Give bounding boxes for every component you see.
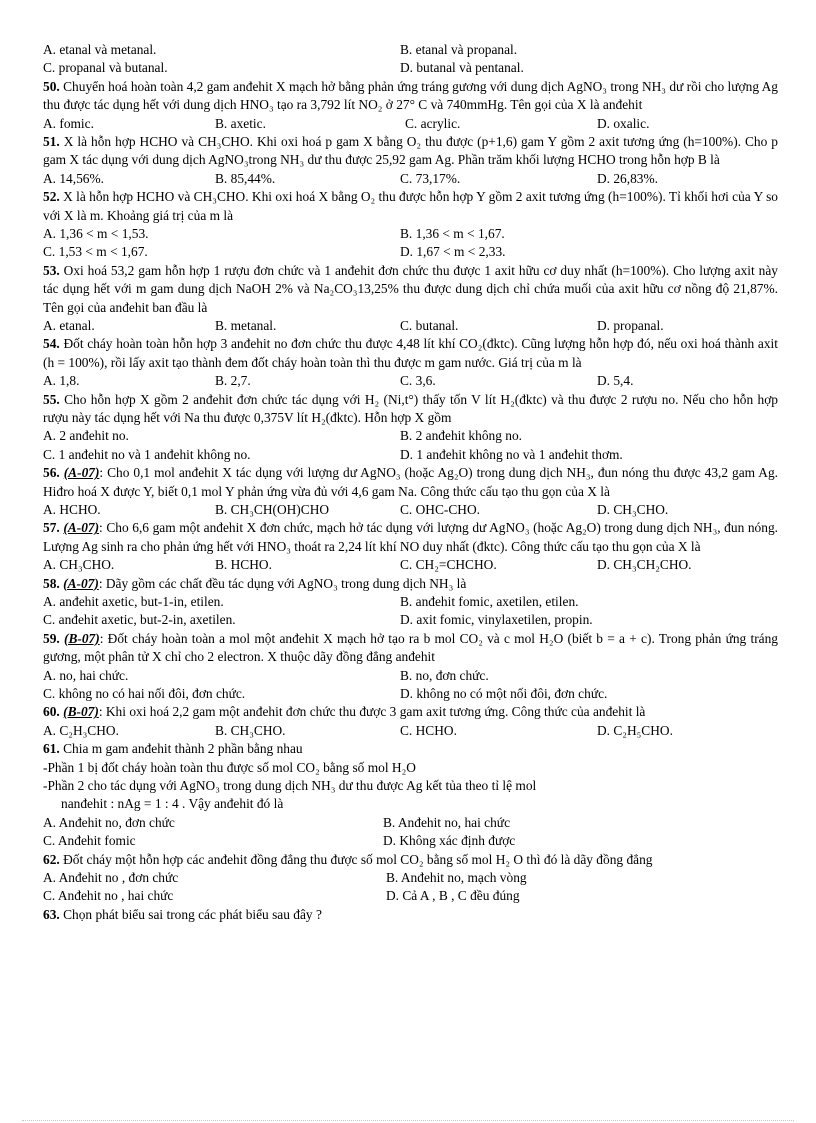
option-b: B. 1,36 < m < 1,67. bbox=[400, 226, 505, 241]
option-row bbox=[43, 593, 778, 611]
option-b: B. 2,7. bbox=[215, 373, 251, 389]
option-a: A. HCHO. bbox=[43, 502, 101, 517]
option-row bbox=[43, 427, 778, 445]
option-row bbox=[43, 869, 778, 887]
exam-tag: (B-07) bbox=[64, 630, 100, 646]
option-b: B. Anđehit no, hai chức bbox=[383, 814, 511, 830]
question-number: 54. bbox=[43, 336, 60, 352]
option-c: C. 3,6. bbox=[400, 373, 436, 389]
option-d: D. 1 anđehit không no và 1 anđehit thơm. bbox=[400, 446, 623, 462]
option-row bbox=[43, 225, 778, 243]
question-60 bbox=[43, 703, 778, 721]
option-row bbox=[43, 611, 778, 629]
option-b: B. CH₃CHO. bbox=[215, 722, 286, 738]
option-row bbox=[43, 667, 778, 685]
option-d: D. propanal. bbox=[597, 318, 664, 333]
option-c: C. anđehit axetic, but-2-in, axetilen. bbox=[43, 612, 236, 628]
option-b: B. axetic. bbox=[215, 115, 266, 131]
question-number: 51. bbox=[43, 133, 60, 149]
option-c: C. không no có hai nối đôi, đơn chức. bbox=[43, 685, 246, 701]
option-a: A. 1,36 < m < 1,53. bbox=[43, 226, 149, 241]
option-row bbox=[43, 814, 778, 832]
option-b: B. 85,44%. bbox=[215, 170, 276, 186]
question-51 bbox=[43, 133, 778, 170]
question-line: nanđehit : nAg = 1 : 4 . Vậy anđehit đó là bbox=[61, 796, 284, 812]
option-a: A. etanal và metanal. bbox=[43, 42, 157, 57]
question-text: Đốt cháy hoàn toàn hỗn hợp 3 anđehit no đơn chức thu được 4,48 lít khí CO₂(đktc). Cũng lượng hỗn hợp đó, nếu oxi hoá thành axit (h = 100%), rồi lấy axit tạo thành đem đốt cháy hoàn toàn thì thu được m gam nước. Giá trị của m là bbox=[43, 336, 778, 370]
option-a: A. 1,8. bbox=[43, 373, 80, 389]
option-a: A. no, hai chức. bbox=[43, 667, 129, 683]
question-text: Đốt cháy một hỗn hợp các anđehit đồng đẳng thu được số mol CO₂ bằng số mol H₂ O thì đó là dãy đồng đẳng bbox=[63, 851, 653, 867]
option-d: D. C₂H₅CHO. bbox=[597, 722, 673, 738]
question-number: 56. bbox=[43, 465, 60, 481]
question-59 bbox=[43, 630, 778, 667]
option-c: C. 1,53 < m < 1,67. bbox=[43, 244, 148, 260]
option-row bbox=[43, 887, 778, 905]
option-c: C. Anđehit fomic bbox=[43, 833, 136, 849]
option-b: B. no, đơn chức. bbox=[400, 667, 489, 683]
option-row bbox=[43, 317, 778, 335]
question-52 bbox=[43, 188, 778, 225]
option-row bbox=[43, 446, 778, 464]
option-row bbox=[43, 170, 778, 188]
option-c: C. HCHO. bbox=[400, 722, 457, 738]
option-c: C. OHC-CHO. bbox=[400, 502, 480, 517]
option-b: B. CH₃CH(OH)CHO bbox=[215, 502, 330, 517]
option-c: C. acrylic. bbox=[405, 115, 461, 131]
exam-tag: (A-07) bbox=[63, 465, 100, 481]
question-text: : Cho 0,1 mol anđehit X tác dụng với lượng dư AgNO₃ (hoặc Ag₂O) trong dung dịch NH₃, đun nóng thu được 43,2 gam Ag. Hiđro hoá X được Y, biết 0,1 mol Y phản ứng vừa đủ với 4,6 gam Na. Công thức cấu tạo thu gọn của X là bbox=[43, 465, 779, 499]
option-d: D. CH₃CHO. bbox=[597, 502, 669, 517]
question-line: -Phần 1 bị đốt cháy hoàn toàn thu được số mol CO₂ bằng số mol H₂O bbox=[43, 759, 416, 775]
question-63 bbox=[43, 906, 778, 924]
question-text: Chia m gam anđehit thành 2 phần bằng nhau bbox=[63, 741, 303, 757]
question-text: Chuyển hoá hoàn toàn 4,2 gam anđehit X mạch hở bằng phản ứng tráng gương với dung dịch AgNO₃ trong NH₃ dư rồi cho lượng Ag thu được tác dụng hết với dung dịch HNO₃ tạo ra 3,792 lít NO₂ ở 27° C và 740mmHg. Tên gọi của X là anđehit bbox=[43, 78, 778, 113]
option-row bbox=[43, 722, 778, 740]
question-line: -Phần 2 cho tác dụng với AgNO₃ trong dung dịch NH₃ dư thu được Ag kết tủa theo tỉ lệ mol bbox=[43, 777, 537, 793]
question-57 bbox=[43, 519, 778, 556]
question-number: 62. bbox=[43, 851, 60, 867]
question-number: 55. bbox=[43, 391, 60, 407]
option-a: A. C₂H₃CHO. bbox=[43, 722, 119, 738]
question-61 bbox=[43, 740, 778, 758]
option-b: B. anđehit fomic, axetilen, etilen. bbox=[400, 594, 579, 609]
exam-tag: (B-07) bbox=[63, 704, 99, 720]
question-text: : Khi oxi hoá 2,2 gam một anđehit đơn chức thu được 3 gam axit tương ứng. Công thức của anđehit là bbox=[98, 704, 646, 720]
option-a: A. 2 anđehit no. bbox=[43, 428, 129, 444]
option-d: D. Cả A , B , C đều đúng bbox=[386, 888, 520, 904]
option-a: A. Anđehit no, đơn chức bbox=[43, 814, 175, 830]
option-a: A. 14,56%. bbox=[43, 170, 104, 186]
question-50 bbox=[43, 78, 778, 115]
question-text: Oxi hoá 53,2 gam hỗn hợp 1 rượu đơn chức và 1 anđehit đơn chức thu được 1 axit hữu cơ duy nhất (h=100%). Cho lượng axit này tác dụng hết với m gam dung dịch NaOH 2% và Na₂CO₃13,25% thu được dung dịch chỉ chứa muối của axit hữu cơ nồng độ 21,87%. Tên gọi của anđehit ban đầu là bbox=[43, 262, 778, 315]
question-number: 50. bbox=[43, 78, 60, 94]
option-row bbox=[43, 41, 778, 59]
option-c: C. butanal. bbox=[400, 318, 459, 333]
option-d: D. 26,83%. bbox=[597, 170, 658, 186]
option-d: D. 1,67 < m < 2,33. bbox=[400, 244, 506, 260]
option-row bbox=[43, 501, 778, 519]
option-d: D. không no có một nối đôi, đơn chức. bbox=[400, 685, 608, 701]
exam-tag: (A-07) bbox=[63, 575, 99, 591]
option-b: B. HCHO. bbox=[215, 557, 272, 573]
question-text: Cho hỗn hợp X gồm 2 anđehit đơn chức tác dụng với H₂ (Ni,t°) thấy tốn V lít H₂(đktc) và thu được 2 rượu no. Nếu cho hỗn hợp rượu này tác dụng hết với Na thu được 0,375V lít H₂(đktc). Hỗn hợp X gồm bbox=[43, 391, 778, 425]
option-b: B. 2 anđehit không no. bbox=[400, 428, 522, 444]
question-number: 53. bbox=[43, 262, 60, 278]
option-row bbox=[43, 372, 778, 390]
option-row bbox=[43, 59, 778, 77]
question-number: 57. bbox=[43, 520, 60, 536]
exam-tag: (A-07) bbox=[63, 520, 100, 536]
question-list bbox=[43, 41, 778, 924]
question-54 bbox=[43, 335, 778, 372]
option-c: C. 73,17%. bbox=[400, 170, 461, 186]
option-d: D. CH₃CH₂CHO. bbox=[597, 557, 692, 573]
question-text: Chọn phát biểu sai trong các phát biểu sau đây ? bbox=[63, 906, 322, 922]
question-text: : Cho 6,6 gam một anđehit X đơn chức, mạch hở tác dụng với lượng dư AgNO₃ (hoặc Ag₂O) trong dung dịch NH₃, đun nóng. Lượng Ag sinh ra cho phản ứng hết với HNO₃ thoát ra 2,24 lít khí NO duy nhất (đktc). Công thức cấu tạo thu gọn của X là bbox=[43, 520, 778, 554]
option-row bbox=[43, 685, 778, 703]
question-text: : Đốt cháy hoàn toàn a mol một anđehit X mạch hở tạo ra b mol CO₂ và c mol H₂O (biết b = a + c). Trong phản ứng tráng gương, một phân tử X chỉ cho 2 electron. X thuộc dãy đồng đẳng anđehit bbox=[43, 630, 778, 665]
option-a: A. anđehit axetic, but-1-in, etilen. bbox=[43, 594, 224, 609]
option-d: D. butanal và pentanal. bbox=[400, 60, 524, 76]
question-number: 59. bbox=[43, 630, 60, 646]
option-d: D. 5,4. bbox=[597, 373, 634, 389]
option-d: D. axit fomic, vinylaxetilen, propin. bbox=[400, 612, 593, 628]
option-c: C. Anđehit no , hai chức bbox=[43, 888, 174, 904]
question-number: 63. bbox=[43, 906, 60, 922]
question-number: 60. bbox=[43, 704, 60, 720]
option-b: B. Anđehit no, mạch vòng bbox=[386, 869, 527, 885]
question-56 bbox=[43, 464, 778, 501]
question-number: 52. bbox=[43, 189, 60, 205]
option-c: C. CH₂=CHCHO. bbox=[400, 557, 497, 573]
question-62 bbox=[43, 851, 778, 869]
question-number: 61. bbox=[43, 741, 60, 757]
option-row bbox=[43, 243, 778, 261]
question-58 bbox=[43, 575, 778, 593]
question-text: : Dãy gồm các chất đều tác dụng với AgNO₃ trong dung dịch NH₃ là bbox=[98, 575, 467, 591]
option-a: A. fomic. bbox=[43, 115, 94, 131]
option-row bbox=[43, 556, 778, 574]
question-text: X là hỗn hợp HCHO và CH₃CHO. Khi oxi hoá p gam X bằng O₂ thu được (p+1,6) gam Y gồm 2 axit tương ứng (h=100%). Cho p gam X tác dụng với dung dịch AgNO₃trong NH₃ dư thu được 25,92 gam Ag. Phần trăm khối lượng HCHO trong hỗn hợp B là bbox=[43, 133, 778, 168]
question-number: 58. bbox=[43, 575, 60, 591]
option-b: B. etanal và propanal. bbox=[400, 42, 518, 57]
question-text: X là hỗn hợp HCHO và CH₃CHO. Khi oxi hoá X bằng O₂ thu được hỗn hợp Y gồm 2 axit tương ứng (h=100%). Tỉ khối hơi của Y so với X là m. Khoảng giá trị của m là bbox=[43, 189, 779, 223]
option-a: A. etanal. bbox=[43, 318, 95, 333]
option-a: A. Anđehit no , đơn chức bbox=[43, 869, 179, 885]
question-55 bbox=[43, 391, 778, 428]
question-53 bbox=[43, 262, 778, 317]
option-d: D. oxalic. bbox=[597, 115, 650, 131]
page-bottom-divider bbox=[22, 1120, 794, 1121]
option-row bbox=[43, 832, 778, 850]
option-c: C. propanal và butanal. bbox=[43, 60, 168, 76]
option-c: C. 1 anđehit no và 1 anđehit không no. bbox=[43, 446, 251, 462]
option-row bbox=[43, 115, 778, 133]
option-a: A. CH₃CHO. bbox=[43, 557, 115, 573]
option-b: B. metanal. bbox=[215, 318, 277, 333]
option-d: D. Không xác định được bbox=[383, 833, 516, 849]
